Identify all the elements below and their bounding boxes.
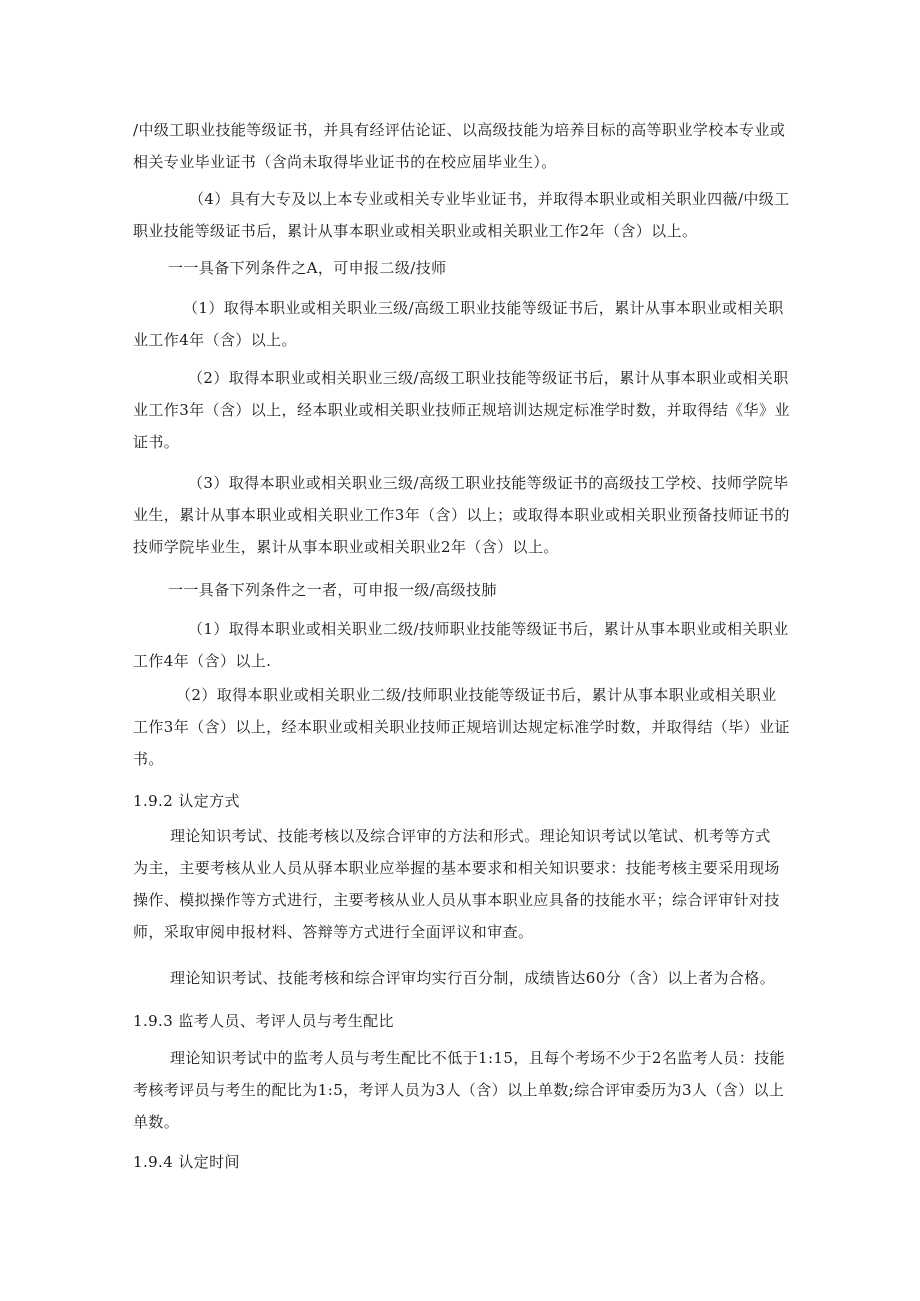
text-line: 师，采取审阅申报材料、答辩等方式进行全面评议和审查。 (133, 923, 534, 941)
paragraph-scoring (133, 962, 793, 994)
text-line: （1）取得本职业或相关职业三级/高级工职业技能等级证书后，累计从事本职业或相关职 (183, 299, 784, 317)
text-line: 业生，累计从事本职业或相关职业工作3年（含）以上；或取得本职业或相关职业预备技师证书的 (133, 506, 790, 524)
paragraph-proctor-ratio (133, 1042, 793, 1138)
paragraph-level2-cond-1 (133, 292, 793, 356)
text-line: 职业技能等级证书后，累计从事本职业或相关职业或相关职业工作2年（含）以上。 (133, 222, 698, 240)
paragraph-level1-cond-2 (133, 679, 793, 775)
text-line: （2）取得本职业或相关职业二级/技师职业技能等级证书后，累计从事本职业或相关职业 (176, 686, 777, 704)
paragraph-level2-cond-2 (133, 362, 793, 458)
text-line: （3）取得本职业或相关职业三级/高级工职业技能等级证书的高级技工学校、技师学院毕 (188, 474, 789, 492)
text-line: 考核考评员与考生的配比为1:5，考评人员为3人（含）以上单数;综合评审委历为3人（含）以上 (133, 1081, 785, 1099)
text-line: 单数。 (133, 1113, 180, 1131)
text-line: 理论知识考试、技能考核以及综合评审的方法和形式。理论知识考试以笔试、机考等方式 (170, 827, 771, 845)
text-line: 理论知识考试中的监考人员与考生配比不低于1:15，且每个考场不少于2名监考人员：技能 (170, 1049, 786, 1067)
paragraph-level2-intro (168, 252, 828, 284)
text-line: 业工作3年（含）以上，经本职业或相关职业技师正规培训达规定标准学时数，并取得结《华》业 (133, 401, 790, 419)
text-line: 工作3年（含）以上，经本职业或相关职业技师正规培训达规定标准学时数，并取得结（毕）业证 (133, 718, 790, 736)
paragraph-level1-cond-1 (133, 613, 793, 677)
text-line: 为主，主要考核从业人员从驿本职业应举握的基本要求和相关知识要求：技能考核主要采用现场 (133, 859, 780, 877)
text-line: 工作4年（含）以上. (133, 652, 272, 670)
text-line: 一一具备下列条件之一者，可申报一级/高级技肺 (168, 581, 497, 599)
text-line: /中级工职业技能等级证书，并具有经评估论证、以高级技能为培养目标的高等职业学校本专业或 (133, 121, 786, 139)
text-line: 书。 (133, 750, 164, 768)
paragraph-continuation (133, 114, 793, 178)
text-line: 理论知识考试、技能考核和综合评审均实行百分制，成绩皆达60分（含）以上者为合格。 (170, 969, 776, 987)
text-line: （1）取得本职业或相关职业二级/技师职业技能等级证书后，累计从事本职业或相关职业 (188, 620, 789, 638)
paragraph-condition-4 (133, 183, 793, 247)
text-line: 业工作4年（含）以上。 (133, 331, 297, 349)
section-heading-1-9-2: 1.9.2 认定方式 (133, 792, 240, 810)
text-line: （2）取得本职业或相关职业三级/高级工职业技能等级证书后，累计从事本职业或相关职 (188, 369, 789, 387)
text-line: （4）具有大专及以上本专业或相关专业毕业证书，并取得本职业或相关职业四薇/中级工 (189, 190, 790, 208)
paragraph-level2-cond-3 (133, 467, 793, 563)
paragraph-level1-intro (168, 574, 828, 606)
text-line: 一一具备下列条件之A，可申报二级/技师 (168, 259, 447, 277)
text-line: 证书。 (133, 433, 180, 451)
text-line: 相关专业毕业证书（含尚未取得毕业证书的在校应届毕业生）。 (133, 153, 557, 171)
section-heading-1-9-3: 1.9.3 监考人员、考评人员与考生配比 (133, 1012, 394, 1030)
paragraph-assessment-method (133, 820, 793, 948)
text-line: 操作、模拟操作等方式进行，主要考核从业人员从事本职业应具备的技能水平；综合评审针对技 (133, 891, 780, 909)
section-heading-1-9-4: 1.9.4 认定时间 (133, 1153, 240, 1171)
text-line: 技师学院毕业生，累计从事本职业或相关职业2年（含）以上。 (133, 538, 559, 556)
